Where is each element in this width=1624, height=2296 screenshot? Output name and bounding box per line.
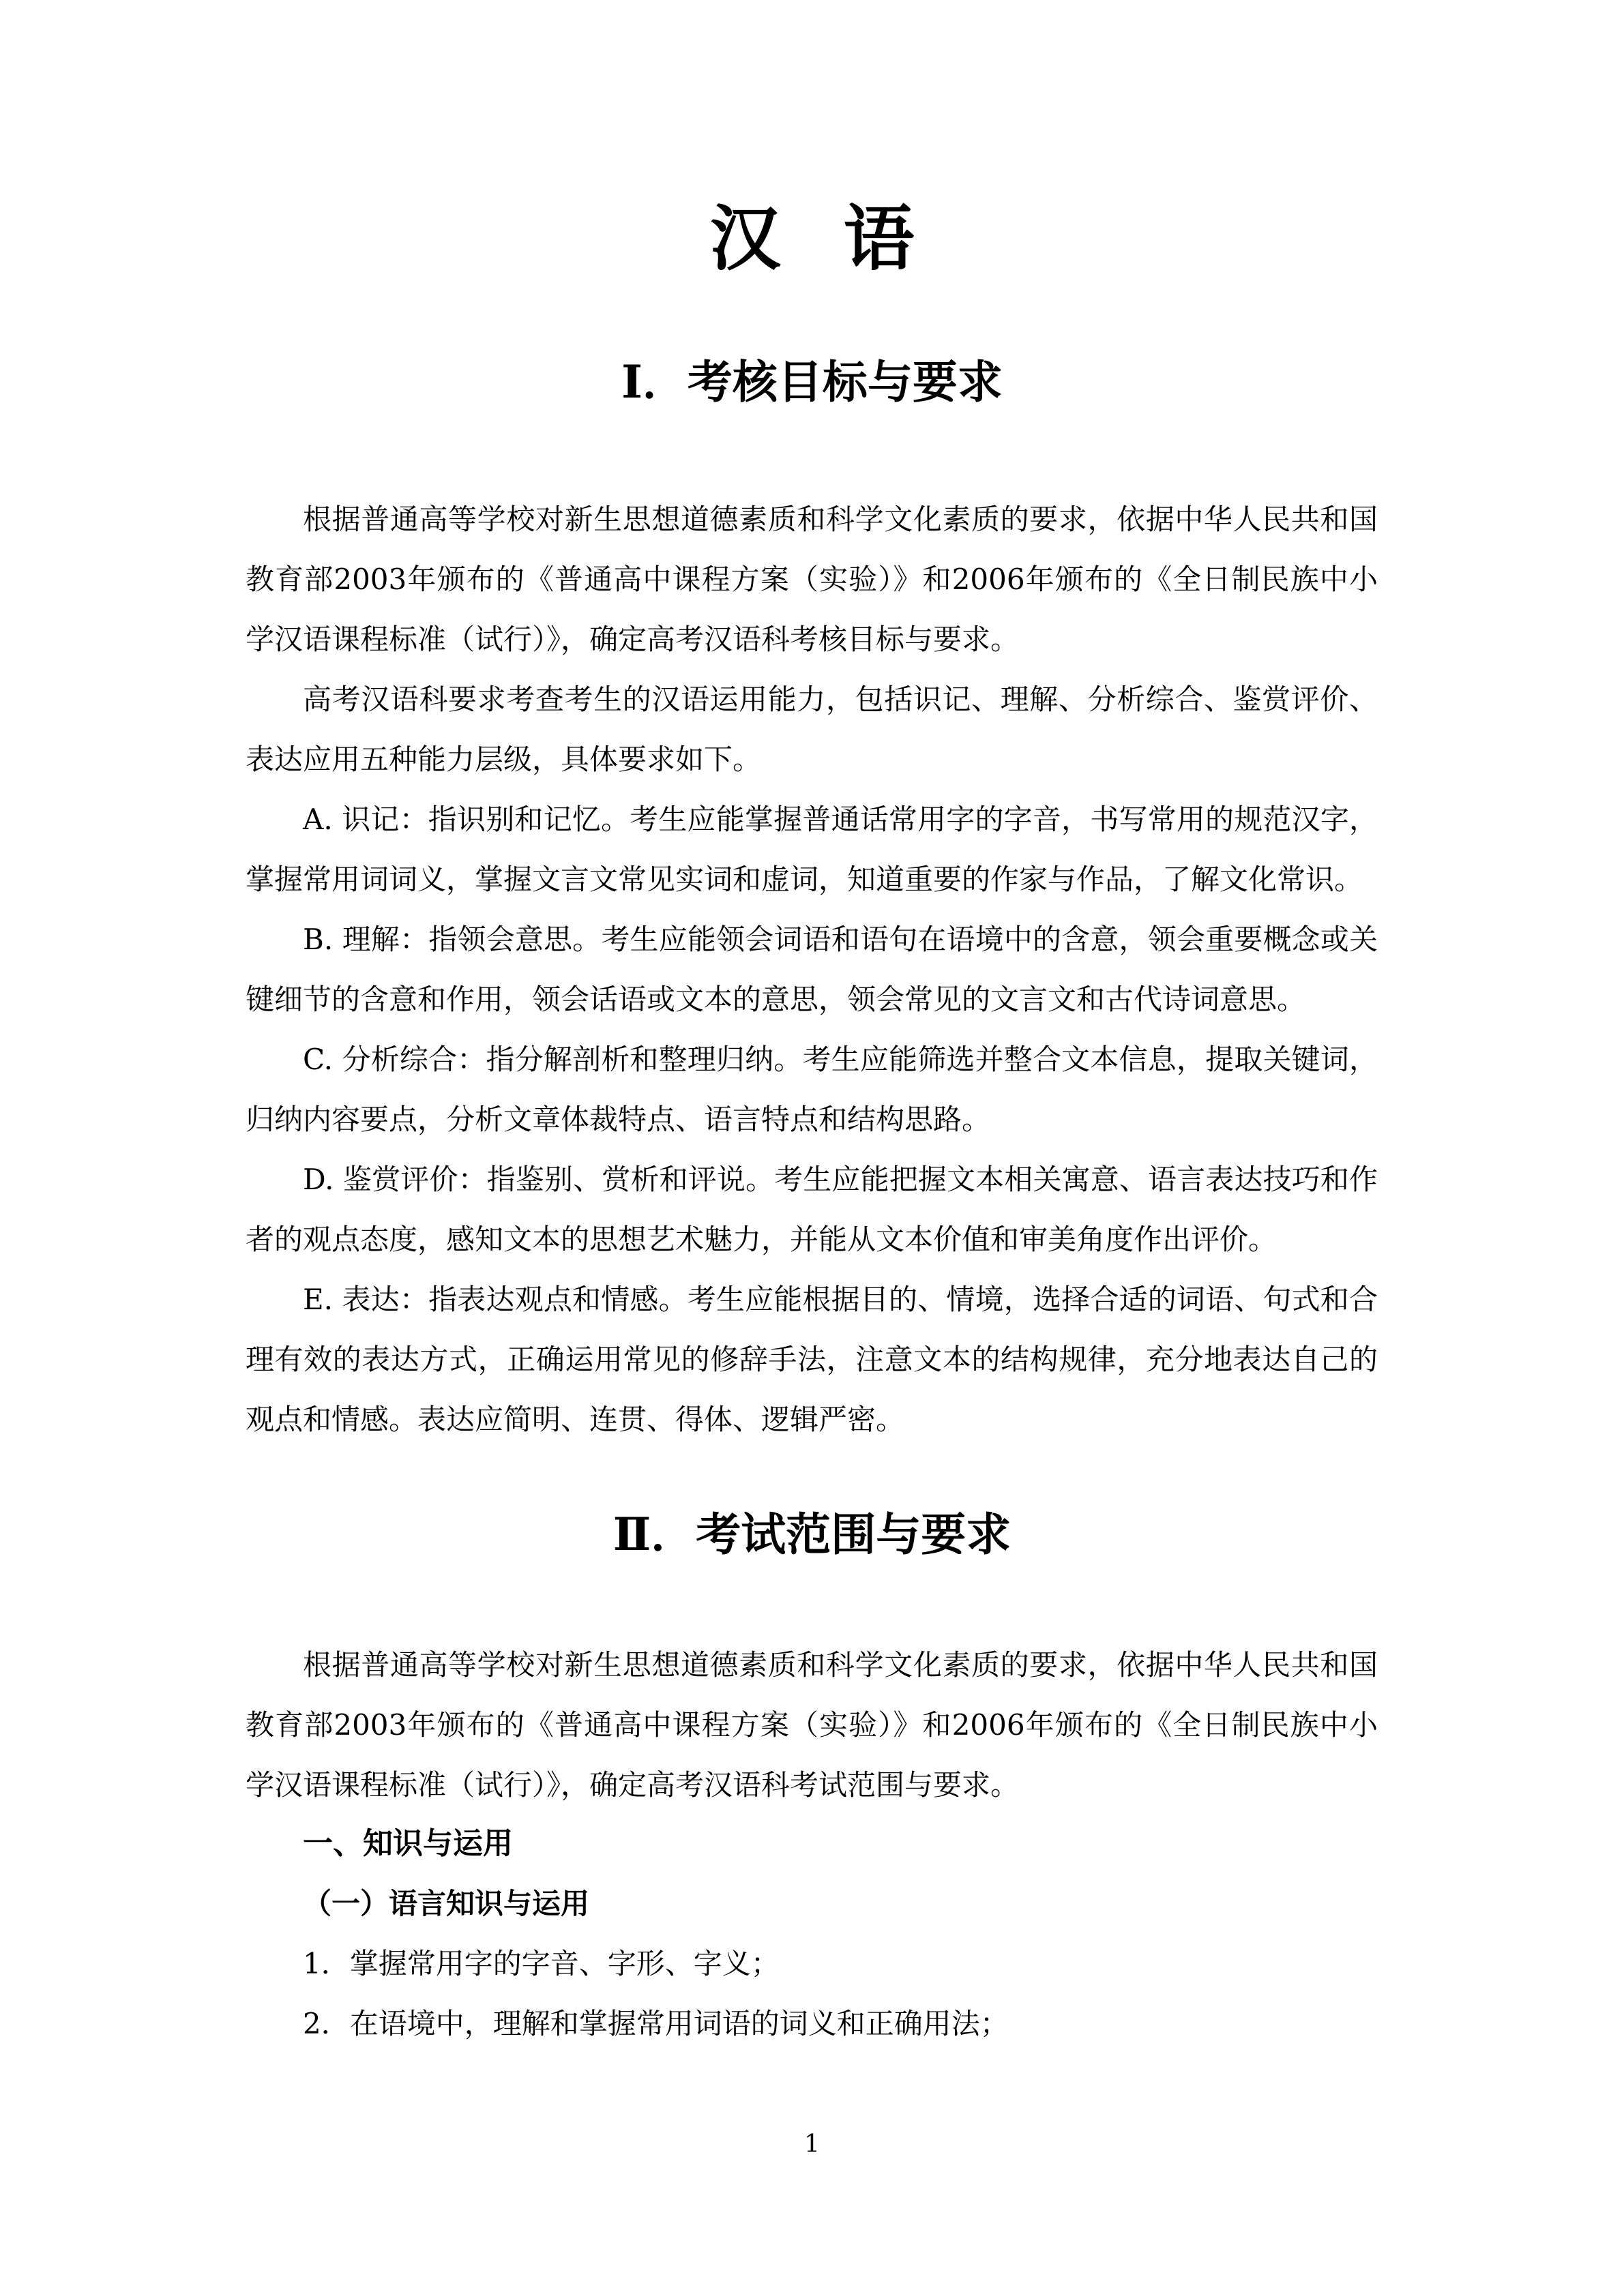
section-1-body [246,490,1378,1450]
section-1-title: Ⅰ．考核目标与要求 [621,355,1003,408]
paragraph: 根据普通高等学校对新生思想道德素质和科学文化素质的要求，依据中华人民共和国教育部2003年颁布的《普通高中课程方案（实验）》和2006年颁布的《全日制民族中小学汉语课程标准（试行）》，确定高考汉语科考试范围与要求。 [246,1648,1378,1802]
section-2-body [246,1635,1378,1815]
page-number: 1 [804,2130,820,2158]
subheading-knowledge-and-application: 一、知识与运用 [303,1826,513,1861]
paragraph: 根据普通高等学校对新生思想道德素质和科学文化素质的要求，依据中华人民共和国教育部2003年颁布的《普通高中课程方案（实验）》和2006年颁布的《全日制民族中小学汉语课程标准（试行）》，确定高考汉语科考核目标与要求。 [246,503,1378,656]
subheading-language-knowledge: （一）语言知识与运用 [303,1887,590,1920]
list-item: 1．掌握常用字的字音、字形、字义； [303,1947,780,1980]
paragraph: C. 分析综合：指分解剖析和整理归纳。考生应能筛选并整合文本信息，提取关键词，归纳内容要点，分析文章体裁特点、语言特点和结构思路。 [246,1043,1378,1136]
section-2-title: Ⅱ．考试范围与要求 [612,1508,1012,1561]
paragraph: B. 理解：指领会意思。考生应能领会词语和语句在语境中的含意，领会重要概念或关键细节的含意和作用，领会话语或文本的意思，领会常见的文言文和古代诗词意思。 [246,923,1378,1016]
paragraph: E. 表达：指表达观点和情感。考生应能根据目的、情境，选择合适的词语、句式和合理有效的表达方式，正确运用常见的修辞手法，注意文本的结构规律，充分地表达自己的观点和情感。表达应简明、连贯、得体、逻辑严密。 [246,1283,1378,1436]
paragraph: A. 识记：指识别和记忆。考生应能掌握普通话常用字的字音，书写常用的规范汉字，掌握常用词词义，掌握文言文常见实词和虚词，知道重要的作家与作品，了解文化常识。 [246,803,1378,896]
paragraph: 高考汉语科要求考查考生的汉语运用能力，包括识记、理解、分析综合、鉴赏评价、表达应用五种能力层级，具体要求如下。 [246,683,1378,776]
paragraph: D. 鉴赏评价：指鉴别、赏析和评说。考生应能把握文本相关寓意、语言表达技巧和作者的观点态度，感知文本的思想艺术魅力，并能从文本价值和审美角度作出评价。 [246,1163,1378,1256]
list-item: 2．在语境中，理解和掌握常用词语的词义和正确用法； [303,2007,1009,2040]
document-title: 汉语 [709,196,977,280]
